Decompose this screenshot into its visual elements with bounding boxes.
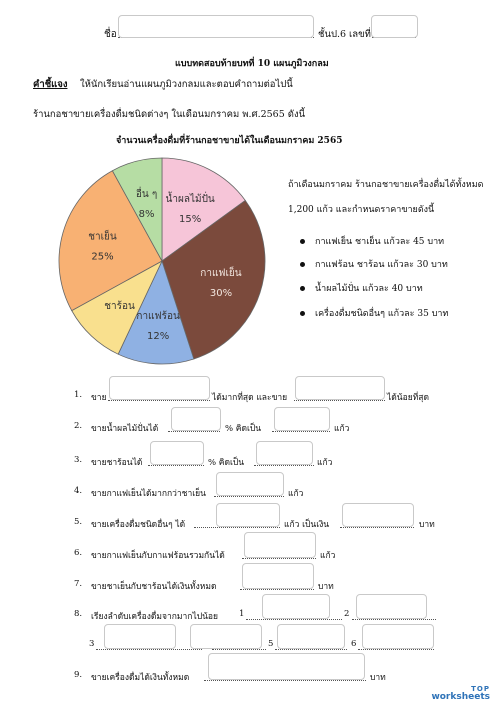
q1-text-c: ได้น้อยที่สุด xyxy=(387,393,430,403)
q7-answer-1[interactable] xyxy=(242,563,314,589)
q1-text-a: ขาย xyxy=(91,393,107,403)
q3-answer-2[interactable] xyxy=(256,441,313,465)
price-bullet-4 xyxy=(300,311,305,316)
page-title: แบบทดสอบท้ายบทที่ 10 แผนภูมิวงกลม xyxy=(175,59,329,69)
q4-dots-1 xyxy=(214,496,284,497)
q8-dots-4 xyxy=(212,649,266,650)
q1-number: 1. xyxy=(74,390,83,400)
q8-dots-2 xyxy=(352,619,436,620)
q5-dots-2 xyxy=(340,527,414,528)
q7-dots-1 xyxy=(240,589,314,590)
q3-number: 3. xyxy=(74,455,83,465)
q6-number: 6. xyxy=(74,548,83,558)
pie-value-1: 30% xyxy=(209,288,233,300)
q5-number: 5. xyxy=(74,517,83,527)
pie-value-2: 12% xyxy=(146,330,170,342)
q9-text-a: ขายเครื่องดื่มได้เงินทั้งหมด xyxy=(91,673,190,683)
pie-label-1: กาแฟเย็น xyxy=(200,268,242,280)
q6-answer-1[interactable] xyxy=(244,532,316,558)
instruction-text: ให้นักเรียนอ่านแผนภูมิวงกลมและตอบคำถามต่อไปนี้ xyxy=(80,79,293,90)
q8-rank-1-input[interactable] xyxy=(262,594,330,619)
instruction-label: คำชี้แจง xyxy=(33,79,68,90)
q6-dots-1 xyxy=(242,558,316,559)
q8-rank-6-label: 6 xyxy=(351,639,357,649)
pie-value-5: 8% xyxy=(138,208,155,220)
q8-rank-5-input[interactable] xyxy=(277,624,345,649)
q5-dots-1 xyxy=(194,527,280,528)
price-bullet-2 xyxy=(300,262,305,267)
q6-text-a: ขายกาแฟเย็นกับกาแฟร้อนรวมกันได้ xyxy=(91,551,225,561)
q8-dots-6 xyxy=(358,649,434,650)
q1-answer-1[interactable] xyxy=(109,376,210,400)
q2-text-c: แก้ว xyxy=(334,424,350,434)
q2-answer-1[interactable] xyxy=(171,407,221,431)
price-bullet-3 xyxy=(300,286,305,291)
q2-answer-2[interactable] xyxy=(274,407,330,431)
q8-number: 8. xyxy=(74,609,83,619)
q8-text-a: เรียงลำดับเครื่องดื่มจากมากไปน้อย xyxy=(91,612,219,622)
pie-label-3: ชาร้อน xyxy=(104,301,135,313)
q4-text-a: ขายกาแฟเย็นได้มากกว่าชาเย็น xyxy=(91,489,206,499)
price-item-4: เครื่องดื่มชนิดอื่นๆ แก้วละ 35 บาท xyxy=(315,309,449,319)
info-line2: 1,200 แก้ว และกำหนดราคาขายดังนี้ xyxy=(288,205,435,215)
q5-text-c: บาท xyxy=(419,520,435,530)
q3-dots-2 xyxy=(254,465,314,466)
q3-text-c: แก้ว xyxy=(317,458,333,468)
q4-answer-1[interactable] xyxy=(216,472,284,496)
intro-text: ร้านกอชาขายเครื่องดื่มชนิดต่างๆ ในเดือนมกราคม พ.ศ.2565 ดังนี้ xyxy=(33,109,306,120)
q9-text-c: บาท xyxy=(370,673,386,683)
q6-text-c: แก้ว xyxy=(320,551,336,561)
price-item-3: น้ำผลไม้ปั่น แก้วละ 40 บาท xyxy=(315,284,423,294)
name-label: ชื่อ xyxy=(104,29,117,40)
q9-answer-1[interactable] xyxy=(208,653,365,680)
q5-text-b: แก้ว เป็นเงิน xyxy=(284,520,330,530)
pie-label-0: น้ำผลไม้ปั่น xyxy=(165,193,215,205)
q2-text-a: ขายน้ำผลไม้ปั่นได้ xyxy=(91,424,159,434)
q8-rank-4-input[interactable] xyxy=(190,624,262,649)
q9-dots-1 xyxy=(204,680,366,681)
q1-answer-2[interactable] xyxy=(295,376,385,400)
class-label: ชั้นป.6 เลขที่ xyxy=(318,29,371,40)
q7-text-c: บาท xyxy=(318,582,334,592)
q8-rank-3-label: 3 xyxy=(89,639,95,649)
chart-title: จำนวนเครื่องดื่มที่ร้านกอชาขายได้ในเดือนมกราคม 2565 xyxy=(116,136,343,146)
q3-text-b: % คิดเป็น xyxy=(208,458,245,468)
q2-dots-2 xyxy=(272,431,330,432)
q8-rank-2-label: 2 xyxy=(344,609,350,619)
pie-label-4: ชาเย็น xyxy=(88,231,117,243)
price-item-1: กาแฟเย็น ชาเย็น แก้วละ 45 บาท xyxy=(315,237,445,247)
q8-rank-2-input[interactable] xyxy=(356,594,427,619)
name-input[interactable] xyxy=(118,15,314,38)
pie-label-2: กาแฟร้อน xyxy=(136,310,180,322)
q8-dots-1 xyxy=(246,619,342,620)
q4-number: 4. xyxy=(74,486,83,496)
q1-dots-1 xyxy=(108,400,210,401)
price-item-2: กาแฟร้อน ชาร้อน แก้วละ 30 บาท xyxy=(315,260,448,270)
q8-dots-3 xyxy=(96,649,202,650)
brand-bottom: worksheets xyxy=(431,692,490,702)
q7-text-a: ขายชาเย็นกับชาร้อนได้เงินทั้งหมด xyxy=(91,582,217,592)
brand-top: TOP xyxy=(471,685,490,693)
q7-number: 7. xyxy=(74,579,83,589)
pie-value-4: 25% xyxy=(91,251,114,263)
number-input[interactable] xyxy=(371,15,418,38)
q5-answer-1[interactable] xyxy=(216,503,280,527)
q3-dots-1 xyxy=(148,465,204,466)
q5-text-a: ขายเครื่องดื่มชนิดอื่นๆ ได้ xyxy=(91,520,186,530)
q8-dots-5 xyxy=(275,649,347,650)
q9-number: 9. xyxy=(74,670,83,680)
q8-rank-3-input[interactable] xyxy=(104,624,176,649)
q1-dots-2 xyxy=(294,400,385,401)
q8-rank-6-input[interactable] xyxy=(362,624,434,649)
q3-answer-1[interactable] xyxy=(150,441,204,465)
q5-answer-2[interactable] xyxy=(342,503,414,527)
pie-value-0: 15% xyxy=(179,213,202,225)
brand-logo xyxy=(431,686,490,702)
q4-text-c: แก้ว xyxy=(288,489,304,499)
pie-chart xyxy=(40,155,280,370)
price-bullet-1 xyxy=(300,239,305,244)
q2-number: 2. xyxy=(74,421,83,431)
q3-text-a: ขายชาร้อนได้ xyxy=(91,458,143,468)
pie-label-5: อื่น ๆ xyxy=(135,188,158,200)
info-line1: ถ้าเดือนมกราคม ร้านกอชาขายเครื่องดื่มได้ทั้งหมด xyxy=(288,180,484,190)
q2-text-b: % คิดเป็น xyxy=(225,424,262,434)
q1-text-b: ได้มากที่สุด และขาย xyxy=(212,393,288,403)
q2-dots-1 xyxy=(168,431,220,432)
q8-rank-5-label: 5 xyxy=(268,639,274,649)
q8-rank-1-label: 1 xyxy=(239,609,245,619)
